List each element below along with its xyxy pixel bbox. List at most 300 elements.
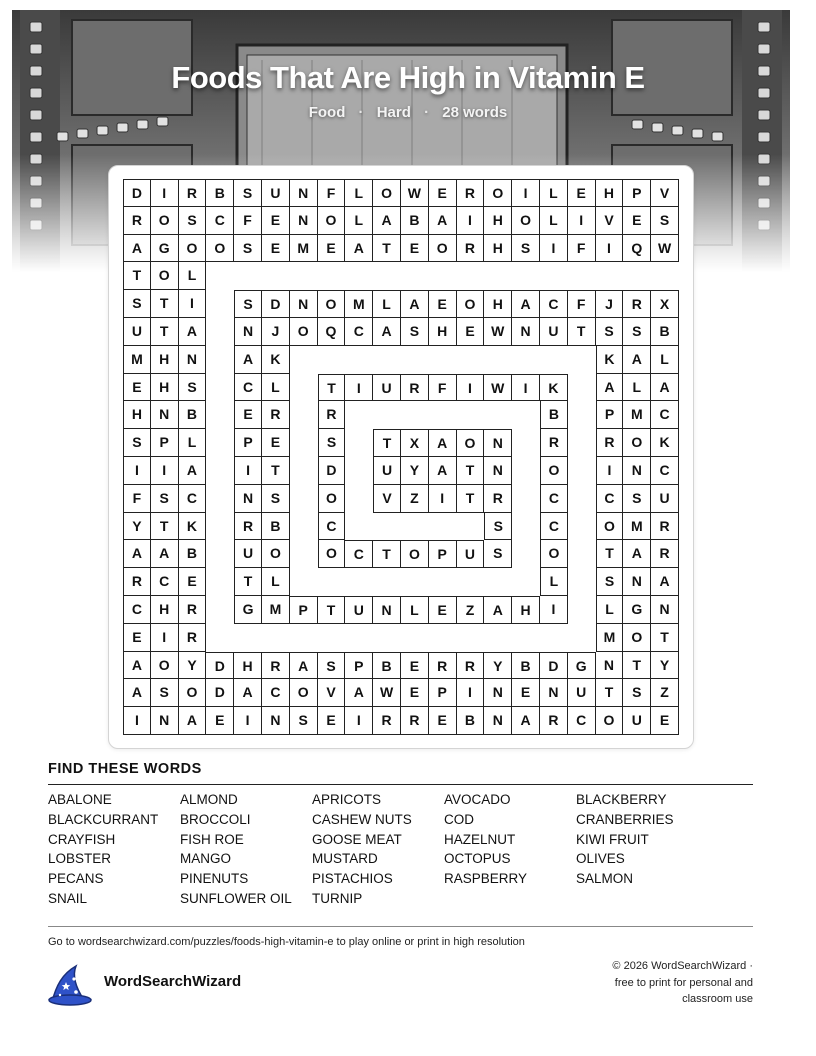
grid-cell: O <box>206 235 234 263</box>
grid-cell: L <box>401 596 429 624</box>
grid-cell: O <box>290 318 318 346</box>
grid-cell: Z <box>457 596 485 624</box>
grid-cell: Y <box>401 457 429 485</box>
grid-cell: U <box>123 318 151 346</box>
grid-cell: I <box>151 179 179 207</box>
grid-cell: L <box>373 290 401 318</box>
grid-cell: B <box>540 401 568 429</box>
grid-cell: Z <box>651 679 679 707</box>
grid-cell: L <box>262 568 290 596</box>
grid-cell: E <box>234 401 262 429</box>
grid-cell: Q <box>318 318 346 346</box>
grid-cell: Y <box>484 652 512 680</box>
grid-cell: O <box>623 624 651 652</box>
grid-cell: C <box>123 596 151 624</box>
grid-cell: I <box>512 374 540 402</box>
grid-cell: I <box>123 707 151 735</box>
grid-cell: T <box>151 513 179 541</box>
grid-cell: A <box>345 235 373 263</box>
grid-cell: U <box>457 540 485 568</box>
grid-cell: T <box>651 624 679 652</box>
grid-cell: S <box>596 568 624 596</box>
grid-cell: C <box>568 707 596 735</box>
grid-cell: U <box>262 179 290 207</box>
grid-cell: E <box>457 318 485 346</box>
grid-cell: U <box>234 540 262 568</box>
grid-cell: D <box>206 679 234 707</box>
grid-cell: C <box>234 374 262 402</box>
grid-cell: F <box>318 179 346 207</box>
grid-cell: T <box>373 429 401 457</box>
word-list-item: LOBSTER <box>48 851 112 867</box>
grid-cell: I <box>596 235 624 263</box>
grid-cell: P <box>290 596 318 624</box>
grid-cell: O <box>596 707 624 735</box>
grid-cell: I <box>457 374 485 402</box>
grid-cell: M <box>262 596 290 624</box>
grid-cell: A <box>179 457 207 485</box>
grid-cell: O <box>484 179 512 207</box>
category-label: Food <box>308 104 346 121</box>
grid-cell: I <box>457 679 485 707</box>
grid-cell: I <box>568 207 596 235</box>
grid-cell: L <box>345 179 373 207</box>
grid-cell: T <box>373 540 401 568</box>
grid-cell: R <box>457 179 485 207</box>
puzzle-meta <box>0 104 816 121</box>
grid-cell: H <box>512 596 540 624</box>
grid-cell: U <box>623 707 651 735</box>
grid-cell: C <box>262 679 290 707</box>
word-list-item: OLIVES <box>576 851 625 867</box>
grid-cell: T <box>373 235 401 263</box>
grid-cell: B <box>179 540 207 568</box>
grid-cell: E <box>429 596 457 624</box>
grid-cell: D <box>540 652 568 680</box>
grid-cell: W <box>484 318 512 346</box>
grid-cell: L <box>179 429 207 457</box>
grid-cell: N <box>151 401 179 429</box>
grid-cell: O <box>401 540 429 568</box>
meta-separator: · <box>424 104 430 121</box>
grid-cell: C <box>540 290 568 318</box>
grid-cell: A <box>373 318 401 346</box>
grid-cell: A <box>373 207 401 235</box>
grid-cell: I <box>540 235 568 263</box>
grid-cell: Q <box>623 235 651 263</box>
grid-cell: J <box>596 290 624 318</box>
grid-cell: E <box>401 235 429 263</box>
grid-cell: A <box>151 540 179 568</box>
grid-cell: T <box>596 679 624 707</box>
grid-cell: S <box>318 429 346 457</box>
grid-cell: S <box>512 235 540 263</box>
grid-cell: W <box>401 179 429 207</box>
grid-cell: C <box>151 568 179 596</box>
grid-cell: O <box>623 429 651 457</box>
wizard-hat-icon <box>46 962 94 1006</box>
grid-cell: P <box>429 679 457 707</box>
grid-cell: E <box>318 235 346 263</box>
grid-cell: N <box>290 207 318 235</box>
grid-cell: S <box>596 318 624 346</box>
grid-cell: O <box>512 207 540 235</box>
grid-cell: H <box>484 290 512 318</box>
grid-cell: N <box>484 679 512 707</box>
grid-cell: G <box>151 235 179 263</box>
grid-cell: S <box>262 485 290 513</box>
grid-cell: R <box>429 652 457 680</box>
word-search-grid <box>123 179 679 735</box>
grid-cell: A <box>123 679 151 707</box>
grid-cell: N <box>484 429 512 457</box>
grid-cell: S <box>401 318 429 346</box>
grid-cell: M <box>596 624 624 652</box>
word-list-item: COD <box>444 811 474 827</box>
grid-cell: Y <box>123 513 151 541</box>
grid-cell: A <box>401 290 429 318</box>
grid-cell: N <box>234 318 262 346</box>
grid-cell: E <box>429 290 457 318</box>
word-list-item: HAZELNUT <box>444 831 516 847</box>
grid-cell: U <box>540 318 568 346</box>
grid-cell: H <box>234 652 262 680</box>
grid-cell: P <box>596 401 624 429</box>
grid-cell: C <box>206 207 234 235</box>
grid-cell: D <box>206 652 234 680</box>
grid-cell: N <box>234 485 262 513</box>
grid-cell: N <box>290 179 318 207</box>
word-list-item: PINENUTS <box>180 871 249 887</box>
grid-cell: A <box>429 457 457 485</box>
grid-cell: N <box>179 346 207 374</box>
footer-url-text: Go to wordsearchwizard.com/puzzles/foods-high-vitamin-e to play online or print in high resolution <box>48 936 525 948</box>
divider <box>48 926 753 927</box>
grid-cell: T <box>457 457 485 485</box>
grid-cell: L <box>540 179 568 207</box>
word-list-item: BLACKCURRANT <box>48 811 159 827</box>
grid-cell: N <box>290 290 318 318</box>
grid-cell: N <box>623 457 651 485</box>
grid-cell: E <box>123 624 151 652</box>
grid-cell: X <box>651 290 679 318</box>
word-list-item: SNAIL <box>48 891 88 906</box>
grid-cell: P <box>234 429 262 457</box>
grid-cell: L <box>179 262 207 290</box>
grid-cell: P <box>429 540 457 568</box>
grid-cell: I <box>596 457 624 485</box>
grid-cell: E <box>401 652 429 680</box>
grid-cell: A <box>179 707 207 735</box>
grid-cell: L <box>651 346 679 374</box>
grid-cell: G <box>568 652 596 680</box>
grid-cell: E <box>568 179 596 207</box>
grid-cell: T <box>234 568 262 596</box>
grid-cell: T <box>596 540 624 568</box>
grid-cell: W <box>484 374 512 402</box>
grid-cell: V <box>318 679 346 707</box>
grid-cell: M <box>123 346 151 374</box>
grid-cell: R <box>318 401 346 429</box>
grid-cell: E <box>429 707 457 735</box>
grid-cell: I <box>123 457 151 485</box>
grid-cell: R <box>179 596 207 624</box>
grid-cell: G <box>234 596 262 624</box>
grid-cell: O <box>457 290 485 318</box>
grid-cell: F <box>568 290 596 318</box>
grid-cell: P <box>623 179 651 207</box>
grid-cell: A <box>123 235 151 263</box>
grid-cell: O <box>290 679 318 707</box>
grid-cell: O <box>596 513 624 541</box>
grid-cell: P <box>345 652 373 680</box>
grid-cell: A <box>290 652 318 680</box>
grid-cell: F <box>568 235 596 263</box>
grid-cell: K <box>179 513 207 541</box>
grid-cell: S <box>484 540 512 568</box>
grid-cell: R <box>484 485 512 513</box>
grid-cell: I <box>234 707 262 735</box>
divider <box>48 784 753 785</box>
grid-cell: B <box>401 207 429 235</box>
grid-cell: S <box>318 652 346 680</box>
grid-cell: H <box>484 235 512 263</box>
copyright-line: classroom use <box>682 993 753 1005</box>
grid-cell: L <box>540 568 568 596</box>
grid-cell: A <box>596 374 624 402</box>
word-list-item: CRANBERRIES <box>576 811 674 827</box>
grid-cell: F <box>123 485 151 513</box>
grid-cell: O <box>540 457 568 485</box>
word-count-label: 28 words <box>442 104 508 121</box>
copyright-line: © 2026 WordSearchWizard · <box>612 960 753 972</box>
word-list-item: RASPBERRY <box>444 871 528 887</box>
grid-cell: N <box>262 707 290 735</box>
grid-cell: N <box>623 568 651 596</box>
grid-cell: E <box>206 707 234 735</box>
grid-cell: E <box>262 207 290 235</box>
grid-cell: A <box>512 707 540 735</box>
grid-cell: S <box>290 707 318 735</box>
grid-cell: G <box>623 596 651 624</box>
grid-cell: C <box>651 401 679 429</box>
grid-cell: R <box>596 429 624 457</box>
grid-cell: A <box>123 540 151 568</box>
grid-cell: H <box>596 179 624 207</box>
grid-cell: H <box>151 374 179 402</box>
grid-cell: H <box>123 401 151 429</box>
grid-cell: R <box>123 207 151 235</box>
word-list-heading: FIND THESE WORDS <box>48 761 202 777</box>
grid-cell: H <box>429 318 457 346</box>
grid-cell: I <box>179 290 207 318</box>
grid-cell: N <box>484 457 512 485</box>
grid-cell: T <box>623 652 651 680</box>
grid-cell: R <box>540 429 568 457</box>
grid-cell: S <box>234 235 262 263</box>
grid-cell: E <box>623 207 651 235</box>
word-list-item: ALMOND <box>180 792 238 807</box>
grid-cell: S <box>151 485 179 513</box>
grid-cell: E <box>262 429 290 457</box>
grid-cell: R <box>401 374 429 402</box>
grid-cell: T <box>123 262 151 290</box>
grid-cell: H <box>151 346 179 374</box>
grid-cell: C <box>651 457 679 485</box>
grid-cell: B <box>373 652 401 680</box>
grid-cell: F <box>234 207 262 235</box>
grid-cell: B <box>262 513 290 541</box>
grid-cell: O <box>540 540 568 568</box>
grid-cell: U <box>651 485 679 513</box>
word-list-item: ABALONE <box>48 792 112 807</box>
grid-cell: B <box>512 652 540 680</box>
grid-cell: O <box>318 290 346 318</box>
grid-cell: C <box>596 485 624 513</box>
grid-cell: Y <box>651 652 679 680</box>
grid-cell: S <box>179 374 207 402</box>
word-list-item: BROCCOLI <box>180 811 251 827</box>
grid-cell: S <box>623 318 651 346</box>
grid-cell: S <box>484 513 512 541</box>
grid-cell: T <box>151 290 179 318</box>
grid-cell: W <box>373 679 401 707</box>
grid-cell: O <box>151 207 179 235</box>
grid-cell: A <box>429 429 457 457</box>
grid-cell: R <box>179 179 207 207</box>
grid-cell: Y <box>179 652 207 680</box>
grid-cell: A <box>484 596 512 624</box>
grid-cell: T <box>457 485 485 513</box>
word-list-item: SALMON <box>576 871 634 887</box>
grid-cell: O <box>318 207 346 235</box>
grid-cell: R <box>651 540 679 568</box>
grid-cell: I <box>151 624 179 652</box>
grid-cell: B <box>651 318 679 346</box>
grid-cell: M <box>290 235 318 263</box>
word-list-item: TURNIP <box>312 891 363 906</box>
grid-cell: S <box>123 429 151 457</box>
grid-cell: U <box>568 679 596 707</box>
grid-cell: E <box>429 179 457 207</box>
grid-cell: C <box>345 318 373 346</box>
grid-cell: R <box>623 290 651 318</box>
grid-cell: U <box>373 457 401 485</box>
grid-cell: H <box>484 207 512 235</box>
grid-cell: A <box>234 679 262 707</box>
grid-cell: L <box>623 374 651 402</box>
grid-cell: X <box>401 429 429 457</box>
grid-cell: A <box>345 679 373 707</box>
grid-cell: D <box>123 179 151 207</box>
grid-cell: O <box>373 179 401 207</box>
grid-cell: O <box>318 540 346 568</box>
grid-cell: T <box>568 318 596 346</box>
grid-cell: O <box>262 540 290 568</box>
grid-cell: P <box>151 429 179 457</box>
grid-cell: O <box>151 262 179 290</box>
grid-cell: V <box>596 207 624 235</box>
grid-cell: C <box>179 485 207 513</box>
grid-cell: R <box>373 707 401 735</box>
grid-cell: S <box>123 290 151 318</box>
grid-cell: A <box>123 652 151 680</box>
grid-cell: R <box>262 401 290 429</box>
word-list-item: PECANS <box>48 871 104 887</box>
grid-cell: B <box>179 401 207 429</box>
grid-cell: O <box>318 485 346 513</box>
grid-cell: V <box>651 179 679 207</box>
grid-cell: N <box>540 679 568 707</box>
grid-cell: N <box>484 707 512 735</box>
grid-cell: R <box>651 513 679 541</box>
grid-cell: R <box>540 707 568 735</box>
difficulty-label: Hard <box>376 104 411 121</box>
word-list-item: BLACKBERRY <box>576 792 667 807</box>
grid-cell: N <box>651 596 679 624</box>
word-list-item: MUSTARD <box>312 851 378 867</box>
grid-cell: O <box>179 235 207 263</box>
grid-cell: A <box>512 290 540 318</box>
grid-cell: I <box>151 457 179 485</box>
grid-cell: C <box>345 540 373 568</box>
word-list-item: CASHEW NUTS <box>312 811 412 827</box>
grid-cell: A <box>623 540 651 568</box>
copyright-line: free to print for personal and <box>614 976 753 989</box>
grid-cell: I <box>540 596 568 624</box>
grid-cell: S <box>179 207 207 235</box>
grid-cell: A <box>429 207 457 235</box>
word-list-item: AVOCADO <box>444 792 511 807</box>
grid-cell: A <box>651 374 679 402</box>
grid-cell: E <box>512 679 540 707</box>
grid-cell: N <box>151 707 179 735</box>
grid-cell: R <box>234 513 262 541</box>
grid-cell: N <box>512 318 540 346</box>
word-list-item: FISH ROE <box>180 831 244 847</box>
grid-cell: S <box>651 207 679 235</box>
grid-cell: E <box>123 374 151 402</box>
grid-cell: L <box>596 596 624 624</box>
grid-cell: W <box>651 235 679 263</box>
grid-cell: O <box>179 679 207 707</box>
meta-separator: · <box>358 104 364 121</box>
grid-cell: O <box>151 652 179 680</box>
word-list-item: MANGO <box>180 851 232 867</box>
grid-cell: E <box>179 568 207 596</box>
grid-cell: E <box>401 679 429 707</box>
grid-cell: M <box>345 290 373 318</box>
grid-cell: S <box>151 679 179 707</box>
word-list-item: KIWI FRUIT <box>576 831 649 847</box>
word-list-item: PISTACHIOS <box>312 871 393 887</box>
grid-cell: S <box>234 290 262 318</box>
grid-cell: I <box>429 485 457 513</box>
grid-cell: L <box>540 207 568 235</box>
grid-cell: I <box>345 374 373 402</box>
grid-cell: I <box>234 457 262 485</box>
grid-cell: C <box>540 485 568 513</box>
grid-cell: N <box>373 596 401 624</box>
grid-cell: U <box>345 596 373 624</box>
grid-cell: R <box>262 652 290 680</box>
grid-cell: E <box>262 235 290 263</box>
grid-cell: T <box>262 457 290 485</box>
grid-cell: H <box>151 596 179 624</box>
word-list-item: SUNFLOWER OIL <box>180 891 292 906</box>
grid-cell: I <box>512 179 540 207</box>
grid-cell: M <box>623 513 651 541</box>
